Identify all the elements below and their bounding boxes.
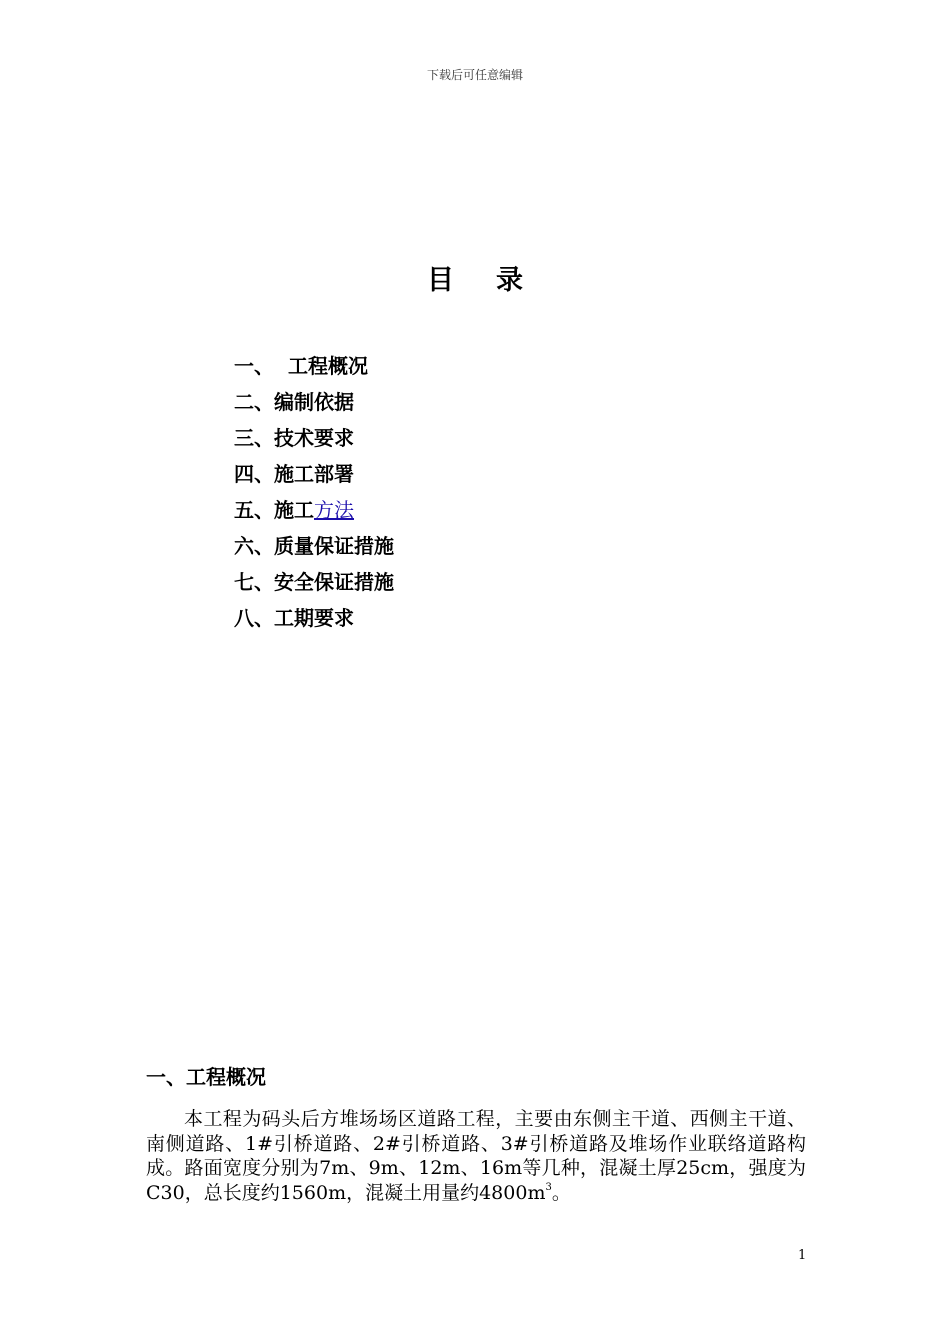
header-note: 下载后可任意编辑	[426, 68, 523, 82]
toc-item-number: 七、	[234, 570, 274, 594]
toc-item-text: 技术要求	[274, 426, 354, 450]
toc-item-number: 一、	[234, 354, 274, 378]
toc-item-number: 六、	[234, 534, 274, 558]
toc-item-8	[234, 600, 394, 636]
toc-item-text: 编制依据	[274, 390, 354, 414]
toc-item-text: 工程概况	[288, 354, 368, 378]
section-body-end: 。	[551, 1181, 571, 1204]
toc-item-text: 施工部署	[274, 462, 354, 486]
toc-item-4	[234, 456, 394, 492]
toc-item-7	[234, 564, 394, 600]
toc-title	[0, 258, 950, 297]
toc-item-6	[234, 528, 394, 564]
section-heading: 一、工程概况	[146, 1065, 266, 1089]
toc-item-text: 质量保证措施	[274, 534, 394, 558]
toc-item-link[interactable]: 方法	[314, 498, 354, 522]
toc-item-number: 二、	[234, 390, 274, 414]
toc-item-number: 四、	[234, 462, 274, 486]
section-body-text: 本工程为码头后方堆场场区道路工程，主要由东侧主干道、西侧主干道、南侧道路、1#引桥道路、2#引桥道路、3#引桥道路及堆场作业联络道路构成。路面宽度分别为7m、9m、12m、16m等几种，混凝土厚25cm，强度为C30，总长度约1560m，混凝土用量约4800m	[146, 1108, 806, 1204]
toc-item-1	[234, 348, 394, 384]
toc-item-2	[234, 384, 394, 420]
section-body-superscript: 3	[545, 1181, 552, 1193]
toc-title-part1: 目	[427, 265, 454, 296]
toc-title-part2: 录	[496, 265, 523, 296]
toc-list	[234, 348, 394, 636]
toc-item-5	[234, 492, 394, 528]
toc-item-text: 工期要求	[274, 606, 354, 630]
page-number: 1	[798, 1248, 807, 1263]
toc-item-3	[234, 420, 394, 456]
toc-item-number: 三、	[234, 426, 274, 450]
toc-item-text: 施工	[274, 498, 314, 522]
toc-item-number: 五、	[234, 498, 274, 522]
toc-item-text: 安全保证措施	[274, 570, 394, 594]
section-body	[146, 1107, 806, 1205]
toc-item-number: 八、	[234, 606, 274, 630]
